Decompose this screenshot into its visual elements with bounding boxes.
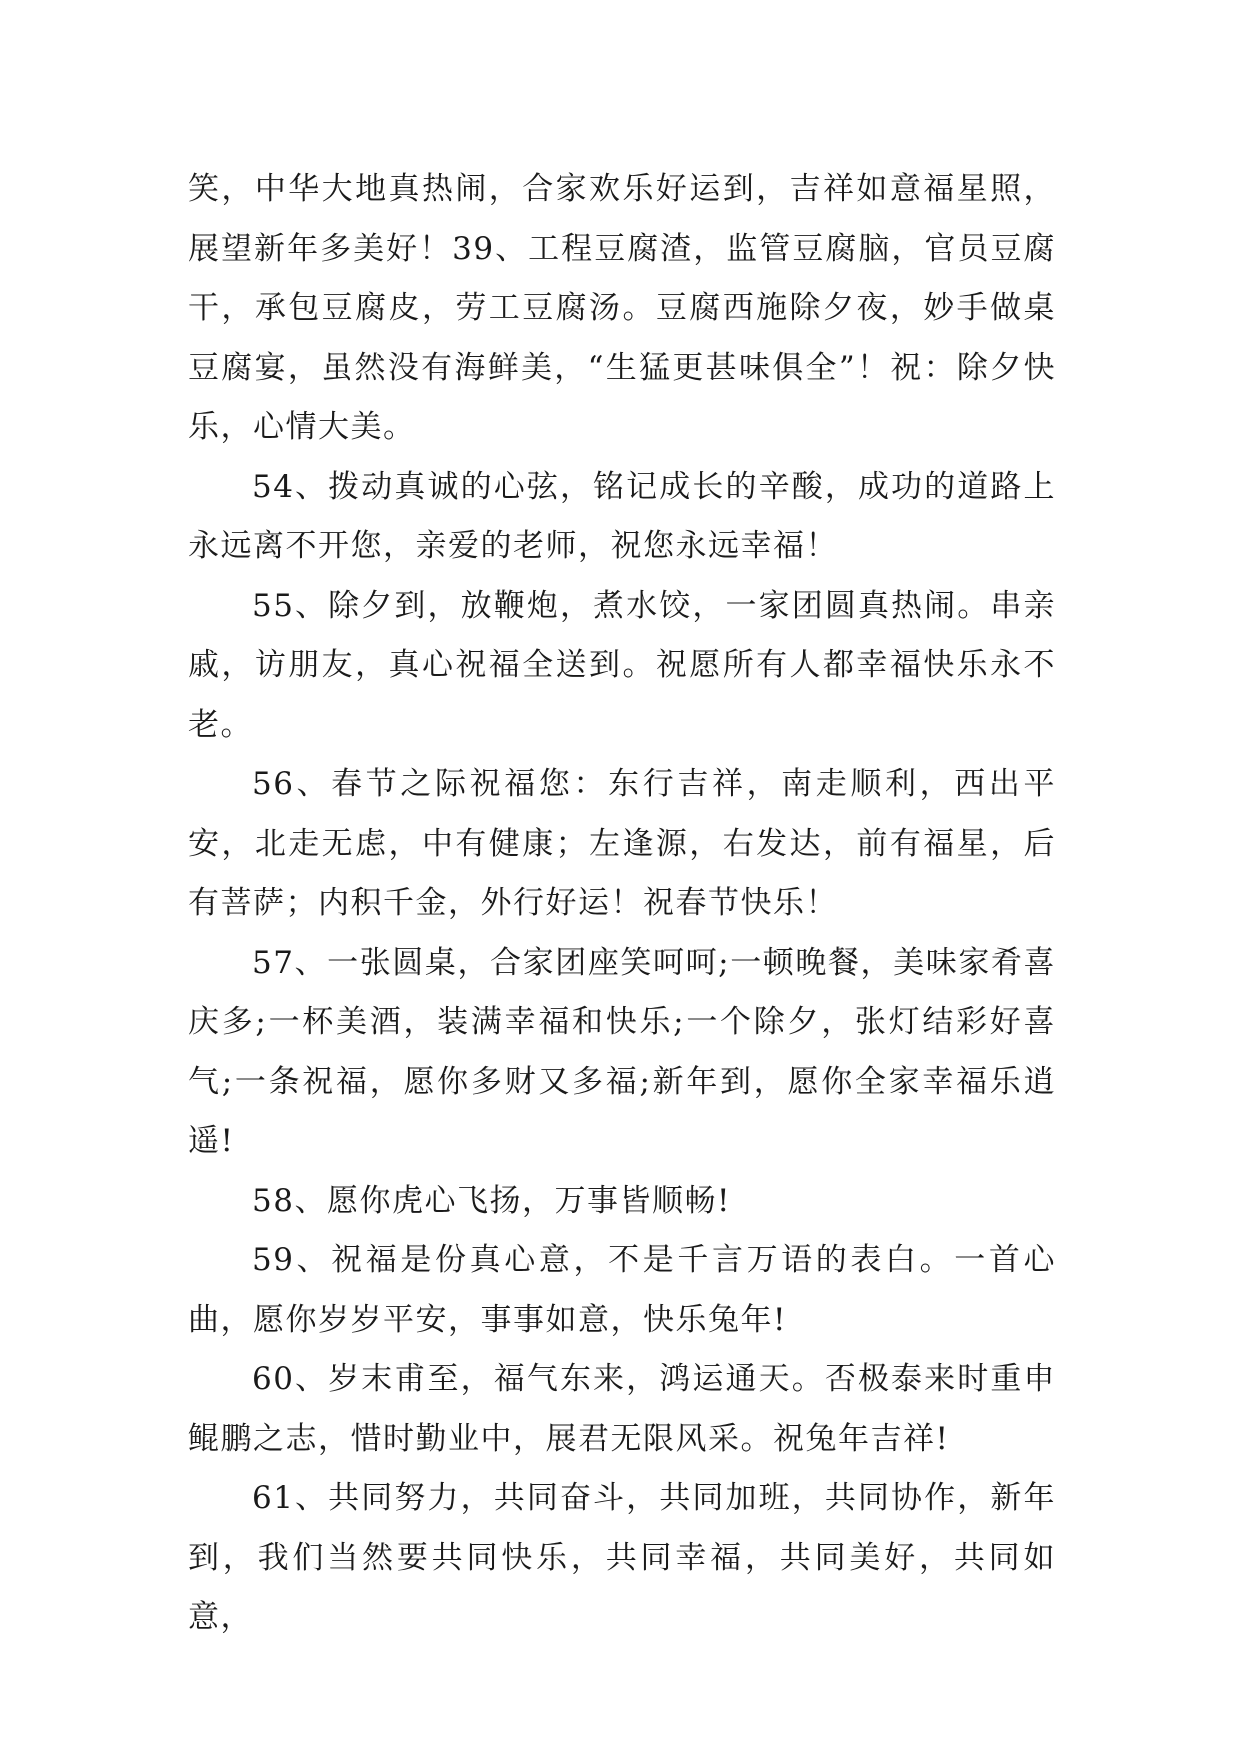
- paragraph-continued: 笑，中华大地真热闹，合家欢乐好运到，吉祥如意福星照，展望新年多美好！39、工程豆腐渣，监管豆腐脑，官员豆腐干，承包豆腐皮，劳工豆腐汤。豆腐西施除夕夜，妙手做桌豆腐宴，虽然没有海鲜美，“生猛更甚味俱全”！祝：除夕快乐，心情大美。: [188, 171, 1056, 445]
- document-body: [188, 160, 1056, 1648]
- paragraph-59: 59、祝福是份真心意，不是千言万语的表白。一首心曲，愿你岁岁平安，事事如意，快乐兔年!: [188, 1242, 1056, 1338]
- paragraph-58: 58、愿你虎心飞扬，万事皆顺畅!: [252, 1182, 731, 1219]
- paragraph-60: 60、岁末甫至，福气东来，鸿运通天。否极泰来时重申鲲鹏之志，惜时勤业中，展君无限风采。祝兔年吉祥!: [188, 1361, 1056, 1457]
- paragraph-54: 54、拨动真诚的心弦，铭记成长的辛酸，成功的道路上永远离不开您，亲爱的老师，祝您永远幸福！: [188, 468, 1056, 564]
- paragraph-61: 61、共同努力，共同奋斗，共同加班，共同协作，新年到，我们当然要共同快乐，共同幸福，共同美好，共同如意，: [188, 1480, 1056, 1635]
- paragraph-57: 57、一张圆桌，合家团座笑呵呵;一顿晚餐，美味家肴喜庆多;一杯美酒，装满幸福和快乐;一个除夕，张灯结彩好喜气;一条祝福，愿你多财又多福;新年到，愿你全家幸福乐逍遥!: [188, 944, 1056, 1159]
- paragraph-56: 56、春节之际祝福您：东行吉祥，南走顺利，西出平安，北走无虑，中有健康；左逢源，右发达，前有福星，后有菩萨；内积千金，外行好运！祝春节快乐！: [188, 766, 1056, 921]
- paragraph-55: 55、除夕到，放鞭炮，煮水饺，一家团圆真热闹。串亲戚，访朋友，真心祝福全送到。祝愿所有人都幸福快乐永不老。: [188, 587, 1056, 743]
